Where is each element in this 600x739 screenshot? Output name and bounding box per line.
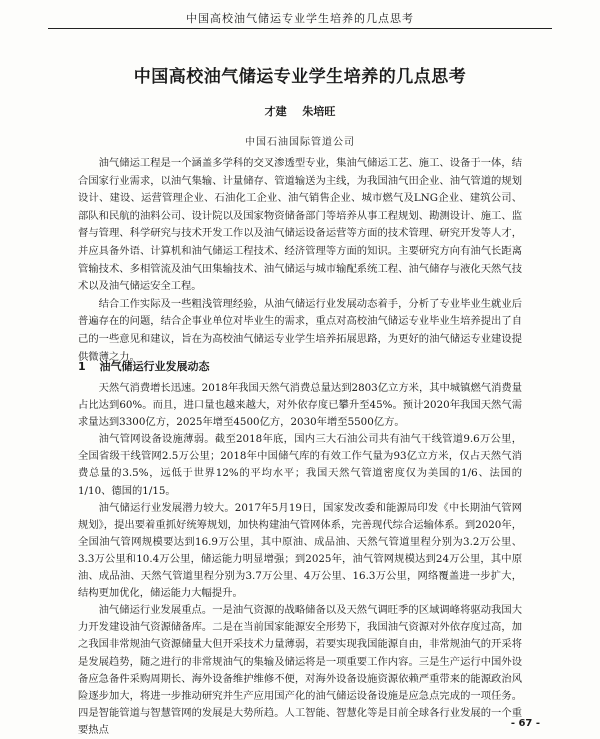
body-paragraph: 油气管网设备设施薄弱。截至2018年底，国内三大石油公司共有油气干线管道9.6万公里，全国省级干线管网2.5万公里；2018年中国储气库的有效工作气量为93亿立方米，仅占天然气消费总量的3.5%，远低于世界12%的平均水平；我国天然气管道密度仅为美国的1/6、法国的1/10、德国的1/15。 (78, 433, 522, 497)
abstract-paragraph: 油气储运工程是一个涵盖多学科的交叉渗透型专业，集油气储运工艺、施工、设备于一体，结合国家行业需求，以油气集输、计量储存、管道输送为主线，为我国油气田企业、油气管道的规划设计、建设、运营管理企业、石油化工企业、油气销售企业、城市燃气及LNG企业、建筑公司、部队和民航的油料公司、设计院以及国家物资储备部门等培养从事工程规划、勘测设计、施工、监督与管理、科学研究与技术开发工作以及油气储运设备运营等方面的技术管理、研究开发等人才，并应具备外语、计算机和油气储运工程技术、经济管理等方面的知识。主要研究方向有油气长距离管输技术、多相管流及油气田集输技术、油气储运与城市输配系统工程、油气储存与液化天然气技术以及油气储运安全工程。 (78, 157, 522, 293)
header-rule (48, 28, 552, 29)
body-paragraph: 天然气消费增长迅速。2018年我国天然气消费总量达到2803亿立方米，其中城镇燃气消费量占比达到60%。而且，进口量也越来越大，对外依存度已攀升至45%。预计2020年我国天然气需求量达到3300亿方，2025年增至4500亿方，2030年增至5500亿方。 (78, 382, 522, 429)
section-heading (78, 358, 210, 374)
article-title: 中国高校油气储运专业学生培养的几点思考 (133, 67, 467, 87)
author-name: 朱培旺 (302, 105, 336, 118)
author-list (48, 103, 552, 119)
author-name: 才建 (264, 105, 287, 118)
page-number: - 67 - (510, 718, 540, 729)
section-number: 1 (78, 360, 86, 373)
body-text (78, 380, 522, 739)
body-paragraph: 油气储运行业发展潜力较大。2017年5月19日，国家发改委和能源局印发《中长期油气管网规划》，提出要着重抓好统筹规划，加快构建油气管网体系，完善现代综合运输体系。到2020年，全国油气管网规模要达到16.9万公里，其中原油、成品油、天然气管道里程分别为3.2万公里、3.3万公里和10.4万公里，储运能力明显增强；到2025年，油气管网规模达到24万公里，其中原油、成品油、天然气管道里程分别为3.7万公里、4万公里、16.3万公里，网络覆盖进一步扩大，结构更加优化，储运能力大幅提升。 (78, 501, 522, 600)
abstract (78, 155, 522, 366)
abstract-paragraph: 结合工作实际及一些粗浅管理经验，从油气储运行业发展动态着手，分析了专业毕业生就业后普遍存在的问题，结合企事业单位对毕业生的需求，重点对高校油气储运专业毕业生培养提出了自己的一些意见和建议，旨在为高校油气储运专业学生培养拓展思路，为更好的油气储运专业建设提供微薄之力。 (78, 297, 522, 363)
body-paragraph: 油气储运行业发展重点。一是油气资源的战略储备以及天然气调旺季的区域调峰将驱动我国大力开发建设油气资源储备库。二是在当前国家能源安全形势下，我国油气资源对外依存度过高，加之我国非常规油气资源储量大但开采技术力量薄弱，若要实现我国能源自由，非常规油气的开采将是发展趋势，随之进行的非常规油气的集输及储运将是一项重要工作内容。三是生产运行中国外设备应急备件采购周期长、海外设备维护维修不便，对海外设备设施资源依赖严重带来的能源政治风险逐步加大，将进一步推动研究并生产应用国产化的油气储运设备设施是应急点完成的一项任务。四是智能管道与智慧管网的发展是大势所趋。人工智能、智慧化等是目前全球各行业发展的一个重要热点 (78, 604, 522, 736)
affiliation: 中国石油国际管道公司 (245, 137, 355, 148)
section-title: 油气储运行业发展动态 (99, 360, 210, 373)
running-header: 中国高校油气储运专业学生培养的几点思考 (186, 12, 414, 25)
